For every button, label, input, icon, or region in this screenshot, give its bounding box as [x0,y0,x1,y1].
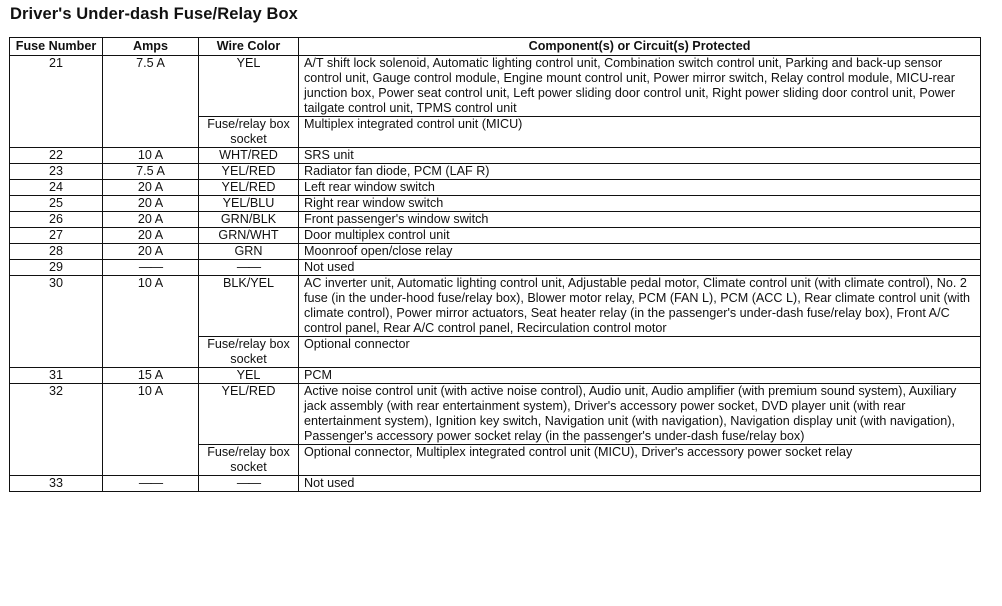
wire-color-cell: GRN [199,244,299,260]
wire-color-cell: BLK/YEL [199,276,299,337]
wire-color-cell: WHT/RED [199,148,299,164]
fuse-number-cell: 33 [10,476,103,492]
wire-color-cell: Fuse/relay box socket [199,337,299,368]
table-row [10,384,981,445]
wire-color-cell: Fuse/relay box socket [199,117,299,148]
table-row [10,228,981,244]
components-cell: Moonroof open/close relay [299,244,981,260]
amps-cell: 10 A [103,276,199,368]
components-cell: Optional connector, Multiplex integrated control unit (MICU), Driver's accessory power socket relay [299,445,981,476]
table-row [10,196,981,212]
fuse-number-cell: 24 [10,180,103,196]
table-header-row [10,38,981,56]
amps-cell: 10 A [103,148,199,164]
components-cell: Left rear window switch [299,180,981,196]
wire-color-cell: YEL [199,368,299,384]
header-fuse-number: Fuse Number [10,38,103,56]
page-title: Driver's Under-dash Fuse/Relay Box [10,5,298,23]
header-amps: Amps [103,38,199,56]
table-row [10,260,981,276]
table-row [10,164,981,180]
wire-color-cell: —— [199,476,299,492]
wire-color-cell: Fuse/relay box socket [199,445,299,476]
table-row [10,276,981,337]
fuse-number-cell: 25 [10,196,103,212]
components-cell: Multiplex integrated control unit (MICU) [299,117,981,148]
wire-color-cell: YEL [199,56,299,117]
wire-color-cell: YEL/RED [199,384,299,445]
fuse-number-cell: 27 [10,228,103,244]
table-row [10,148,981,164]
table-row [10,180,981,196]
amps-cell: —— [103,260,199,276]
components-cell: Not used [299,476,981,492]
amps-cell: 7.5 A [103,164,199,180]
fuse-number-cell: 28 [10,244,103,260]
components-cell: Door multiplex control unit [299,228,981,244]
table-row [10,212,981,228]
wire-color-cell: YEL/RED [199,164,299,180]
amps-cell: 20 A [103,244,199,260]
amps-cell: 10 A [103,384,199,476]
components-cell: PCM [299,368,981,384]
components-cell: Optional connector [299,337,981,368]
amps-cell: 20 A [103,180,199,196]
components-cell: SRS unit [299,148,981,164]
table-row [10,476,981,492]
fuse-number-cell: 22 [10,148,103,164]
header-wire-color: Wire Color [199,38,299,56]
amps-cell: 20 A [103,228,199,244]
amps-cell: —— [103,476,199,492]
wire-color-cell: GRN/BLK [199,212,299,228]
components-cell: A/T shift lock solenoid, Automatic lighting control unit, Combination switch control unit, Parking and back-up sensor control unit, Gauge control module, Engine mount control unit, Power mirror switch, Relay control module, MICU-rear junction box, Power seat control unit, Left power sliding door control unit, Right power sliding door control unit, Power tailgate control unit, TPMS control unit [299,56,981,117]
components-cell: AC inverter unit, Automatic lighting control unit, Adjustable pedal motor, Climate control unit (with climate control), No. 2 fuse (in the under-hood fuse/relay box), Blower motor relay, PCM (FAN L), PCM (ACC L), Rear climate control unit (with climate control), Power mirror actuators, Seat heater relay (in the passenger's under-dash fuse/relay box), Front A/C control panel, Rear A/C control panel, Recirculation control motor [299,276,981,337]
components-cell: Radiator fan diode, PCM (LAF R) [299,164,981,180]
fuse-number-cell: 30 [10,276,103,368]
wire-color-cell: YEL/BLU [199,196,299,212]
wire-color-cell: GRN/WHT [199,228,299,244]
amps-cell: 20 A [103,212,199,228]
fuse-number-cell: 23 [10,164,103,180]
components-cell: Active noise control unit (with active noise control), Audio unit, Audio amplifier (with premium sound system), Auxiliary jack assembly (with rear entertainment system), Driver's accessory power socket, DVD player unit (with rear entertainment system), Ignition key switch, Navigation unit (with navigation), Navigation display unit (with navigation), Passenger's accessory power socket relay (in the passenger's under-dash fuse/relay box) [299,384,981,445]
amps-cell: 7.5 A [103,56,199,148]
fuse-number-cell: 26 [10,212,103,228]
fuse-number-cell: 32 [10,384,103,476]
wire-color-cell: YEL/RED [199,180,299,196]
components-cell: Right rear window switch [299,196,981,212]
components-cell: Front passenger's window switch [299,212,981,228]
fuse-number-cell: 31 [10,368,103,384]
fuse-relay-table [9,37,981,492]
amps-cell: 20 A [103,196,199,212]
amps-cell: 15 A [103,368,199,384]
header-components: Component(s) or Circuit(s) Protected [299,38,981,56]
wire-color-cell: —— [199,260,299,276]
components-cell: Not used [299,260,981,276]
fuse-number-cell: 21 [10,56,103,148]
table-row [10,368,981,384]
fuse-number-cell: 29 [10,260,103,276]
table-row [10,56,981,117]
table-row [10,244,981,260]
